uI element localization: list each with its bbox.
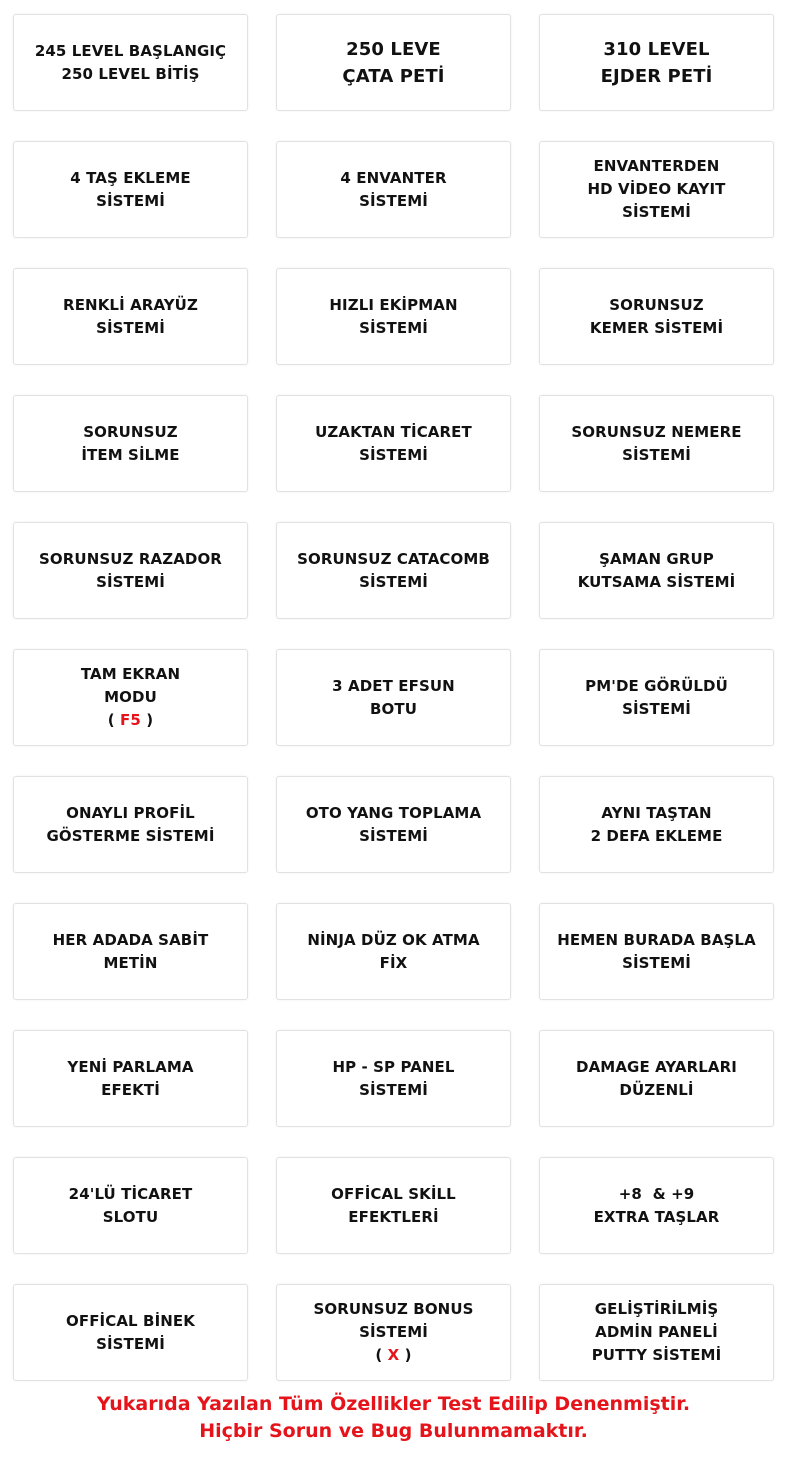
- feature-card-stone-adding: [13, 141, 248, 238]
- feature-line: SİSTEMİ: [359, 1080, 428, 1099]
- feature-line: 250 LEVEL BİTİŞ: [61, 64, 200, 83]
- feature-card-nemere: [539, 395, 774, 492]
- feature-line: SİSTEMİ: [96, 191, 165, 210]
- feature-line: ÇATA PETİ: [342, 65, 445, 87]
- feature-line: +8 & +9: [618, 1184, 695, 1203]
- feature-card-fullscreen: [13, 649, 248, 746]
- feature-card-razador: [13, 522, 248, 619]
- feature-line: SLOTU: [102, 1207, 159, 1226]
- feature-card-same-stone: [539, 776, 774, 873]
- feature-line: YENİ PARLAMA: [67, 1057, 194, 1076]
- feature-line: SİSTEMİ: [359, 191, 428, 210]
- feature-line: SORUNSUZ RAZADOR: [39, 549, 222, 568]
- feature-card-ejder-pet: [539, 14, 774, 111]
- feature-line: 310 LEVEL: [603, 38, 710, 60]
- feature-line: RENKLİ ARAYÜZ: [63, 295, 198, 314]
- feature-line: ONAYLI PROFİL: [66, 803, 195, 822]
- feature-line: ADMİN PANELİ: [595, 1323, 718, 1341]
- feature-card-cata-pet: [276, 14, 511, 111]
- feature-line: GÖSTERME SİSTEMİ: [46, 826, 215, 845]
- feature-line: SİSTEMİ: [96, 318, 165, 337]
- feature-line: DAMAGE AYARLARI: [576, 1057, 737, 1076]
- feature-line: AYNI TAŞTAN: [601, 803, 712, 822]
- feature-card-shaman-group: [539, 522, 774, 619]
- feature-card-pm-seen: [539, 649, 774, 746]
- feature-line: SORUNSUZ: [83, 422, 178, 441]
- feature-line: SORUNSUZ: [609, 295, 704, 314]
- feature-card-fixed-metin: [13, 903, 248, 1000]
- feature-card-hp-sp-panel: [276, 1030, 511, 1127]
- feature-card-glow-effect: [13, 1030, 248, 1127]
- feature-line: EFEKTLERİ: [348, 1207, 439, 1226]
- feature-line: İTEM SİLME: [81, 445, 180, 464]
- feature-line: HIZLI EKİPMAN: [329, 295, 458, 314]
- feature-line: 4 TAŞ EKLEME: [70, 168, 191, 187]
- feature-grid: [13, 14, 774, 1381]
- feature-line: 245 LEVEL BAŞLANGIÇ: [34, 41, 227, 60]
- feature-card-ninja-arrow: [276, 903, 511, 1000]
- feature-card-inventory: [276, 141, 511, 238]
- footer-line-2: Hiçbir Sorun ve Bug Bulunmamaktır.: [199, 1420, 588, 1442]
- feature-card-admin-panel: [539, 1284, 774, 1381]
- feature-line: METİN: [103, 953, 158, 972]
- feature-line: OTO YANG TOPLAMA: [305, 803, 482, 822]
- feature-card-trade-slot: [13, 1157, 248, 1254]
- feature-card-mount: [13, 1284, 248, 1381]
- feature-line: MODU: [104, 688, 157, 706]
- feature-line: PUTTY SİSTEMİ: [591, 1346, 722, 1364]
- feature-line: UZAKTAN TİCARET: [315, 422, 472, 441]
- feature-line: KEMER SİSTEMİ: [589, 318, 724, 337]
- feature-line: SİSTEMİ: [359, 1323, 428, 1341]
- feature-line: KUTSAMA SİSTEMİ: [577, 572, 736, 591]
- feature-line: SİSTEMİ: [622, 445, 691, 464]
- feature-card-catacomb: [276, 522, 511, 619]
- feature-card-auto-yang: [276, 776, 511, 873]
- feature-line: 4 ENVANTER: [340, 168, 447, 187]
- feature-line: ŞAMAN GRUP: [599, 549, 714, 568]
- feature-card-bonus-bot: [276, 649, 511, 746]
- feature-line: SORUNSUZ BONUS: [313, 1300, 474, 1318]
- feature-line: EXTRA TAŞLAR: [593, 1207, 720, 1226]
- feature-line: ENVANTERDEN: [593, 157, 720, 175]
- feature-key-hint: ( X ): [375, 1346, 412, 1364]
- feature-line: NİNJA DÜZ OK ATMA: [307, 930, 480, 949]
- feature-line: TAM EKRAN: [80, 665, 181, 683]
- feature-line: SİSTEMİ: [359, 572, 428, 591]
- feature-line: SORUNSUZ CATACOMB: [297, 549, 490, 568]
- feature-line: SİSTEMİ: [622, 203, 691, 221]
- feature-card-hd-video: [539, 141, 774, 238]
- feature-line: DÜZENLİ: [619, 1080, 694, 1099]
- key-label-f5: F5: [120, 711, 141, 729]
- feature-card-level-range: [13, 14, 248, 111]
- key-label-x: X: [387, 1346, 400, 1364]
- feature-card-verified-profile: [13, 776, 248, 873]
- feature-line: SİSTEMİ: [359, 318, 428, 337]
- feature-card-skill-effects: [276, 1157, 511, 1254]
- feature-line: EJDER PETİ: [600, 65, 713, 87]
- feature-line: SİSTEMİ: [622, 953, 691, 972]
- feature-line: HP - SP PANEL: [332, 1057, 455, 1076]
- feature-card-bonus-system: [276, 1284, 511, 1381]
- feature-card-fast-equipment: [276, 268, 511, 365]
- feature-line: SİSTEMİ: [96, 572, 165, 591]
- feature-line: BOTU: [370, 699, 417, 718]
- feature-line: SİSTEMİ: [622, 699, 691, 718]
- feature-key-hint: ( F5 ): [107, 711, 154, 729]
- feature-line: EFEKTİ: [101, 1080, 160, 1099]
- feature-line: 3 ADET EFSUN: [332, 676, 455, 695]
- feature-line: 250 LEVE: [346, 38, 441, 60]
- footer-line-1: Yukarıda Yazılan Tüm Özellikler Test Edilip Denenmiştir.: [96, 1393, 691, 1415]
- feature-line: SİSTEMİ: [359, 826, 428, 845]
- footer-notice: [0, 1391, 787, 1445]
- feature-card-belt: [539, 268, 774, 365]
- feature-line: OFFİCAL BİNEK: [66, 1311, 195, 1330]
- feature-line: 2 DEFA EKLEME: [590, 826, 723, 845]
- feature-card-extra-stones: [539, 1157, 774, 1254]
- feature-line: HEMEN BURADA BAŞLA: [557, 930, 756, 949]
- feature-line: SİSTEMİ: [96, 1334, 165, 1353]
- feature-line: HD VİDEO KAYIT: [587, 180, 726, 198]
- feature-card-remote-trade: [276, 395, 511, 492]
- feature-line: FİX: [379, 953, 408, 972]
- feature-line: HER ADADA SABİT: [52, 930, 209, 949]
- feature-line: PM'DE GÖRÜLDÜ: [585, 676, 728, 695]
- feature-line: GELİŞTİRİLMİŞ: [594, 1300, 719, 1318]
- feature-line: SİSTEMİ: [359, 445, 428, 464]
- feature-card-colorful-ui: [13, 268, 248, 365]
- feature-card-item-delete: [13, 395, 248, 492]
- feature-line: 24'LÜ TİCARET: [68, 1184, 193, 1203]
- feature-line: OFFİCAL SKİLL: [331, 1184, 456, 1203]
- feature-card-start-here: [539, 903, 774, 1000]
- feature-card-damage-settings: [539, 1030, 774, 1127]
- feature-line: SORUNSUZ NEMERE: [571, 422, 742, 441]
